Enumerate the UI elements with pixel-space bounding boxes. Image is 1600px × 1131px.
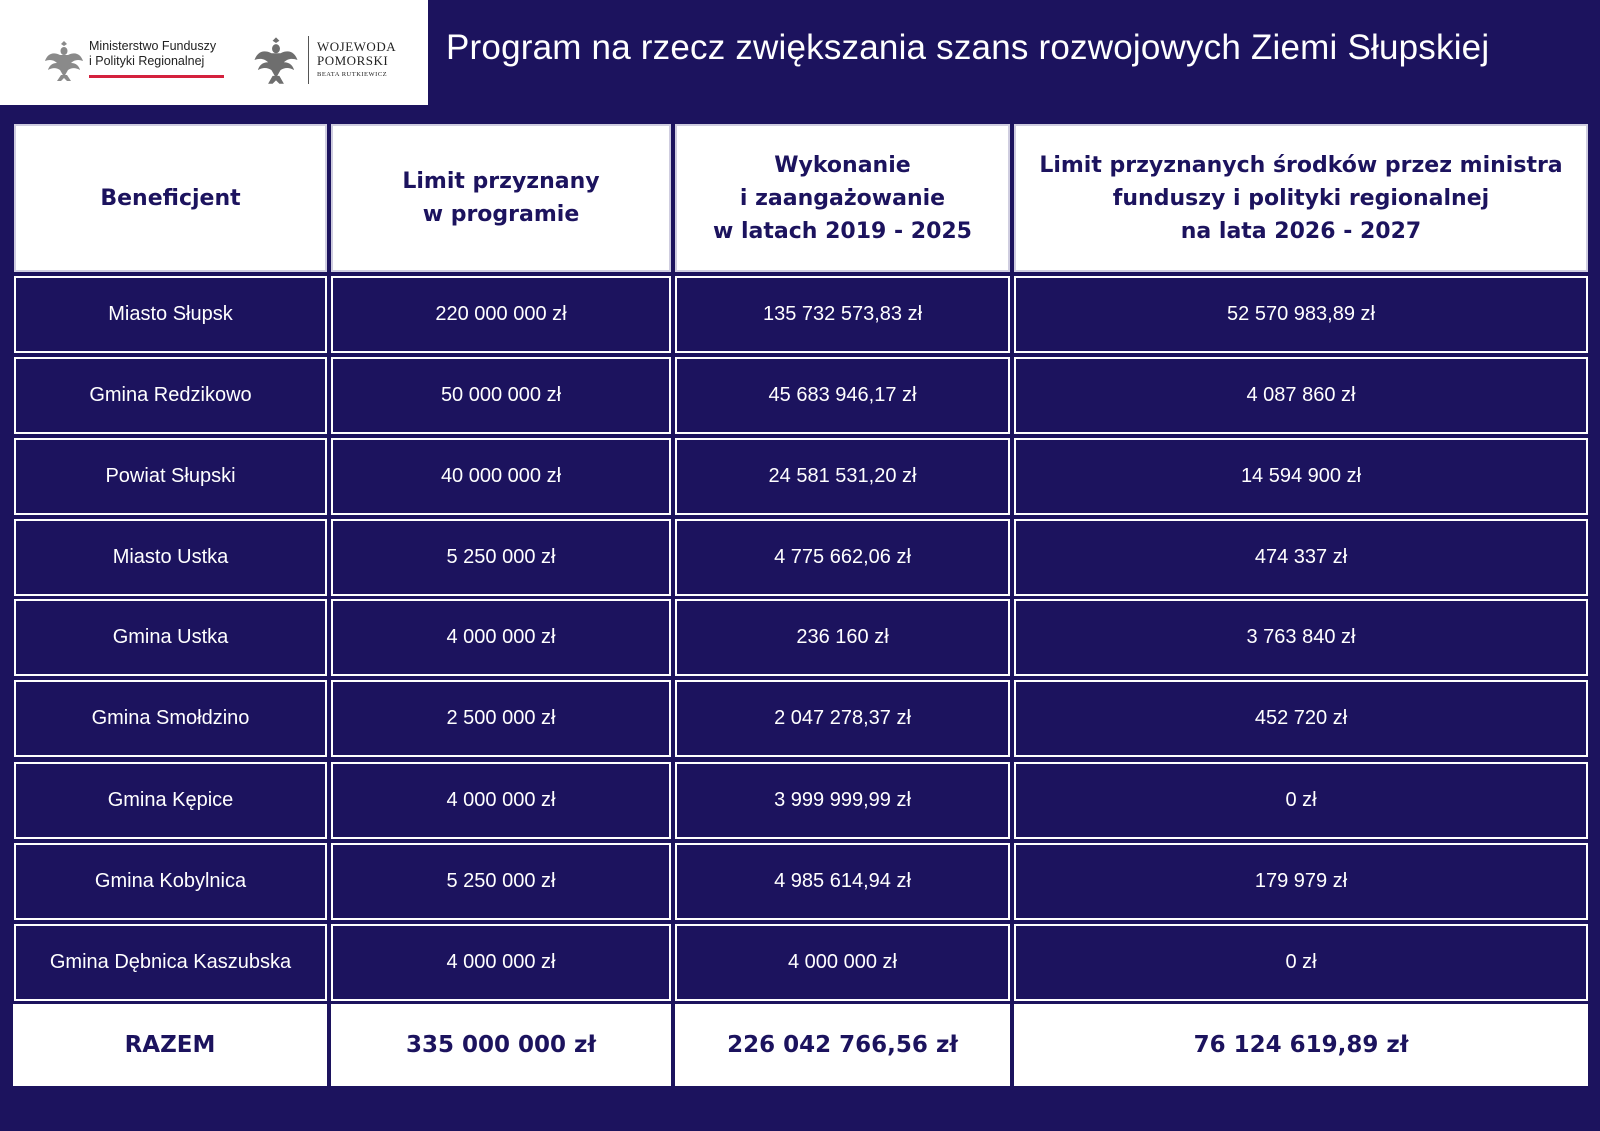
table-cell-limit (331, 924, 671, 1001)
column-header-execution-text: Wykonanie i zaangażowanie w latach 2019 - 2025 (712, 152, 972, 244)
table-cell-execution-text: 2 047 278,37 zł (774, 707, 911, 729)
table-cell-beneficiary-text: Gmina Ustka (112, 626, 229, 648)
table-cell-beneficiary (14, 843, 327, 920)
table-cell-limit-text: 5 250 000 zł (446, 870, 556, 892)
table-cell-limit-2026 (1014, 599, 1588, 676)
table-cell-execution-text: 236 160 zł (796, 626, 889, 648)
table-cell-limit-2026 (1014, 680, 1588, 757)
table-cell-limit (331, 680, 671, 757)
table-cell-limit (331, 438, 671, 515)
table-cell-execution-text: 135 732 573,83 zł (762, 303, 923, 325)
table-cell-beneficiary (14, 599, 327, 676)
eagle-emblem-icon (253, 34, 299, 86)
table-cell-limit (331, 276, 671, 353)
total-cell-limit-2026-text: 76 124 619,89 zł (1193, 1032, 1409, 1058)
wojewoda-divider (308, 36, 309, 84)
table-cell-execution (675, 680, 1010, 757)
table-cell-execution-text: 4 000 000 zł (788, 951, 897, 973)
table-cell-limit-text: 4 000 000 zł (446, 789, 556, 811)
table-cell-beneficiary-text: Miasto Ustka (112, 546, 229, 568)
table-cell-beneficiary (14, 357, 327, 434)
table-cell-limit-2026-text: 452 720 zł (1254, 707, 1348, 729)
column-header-limit-2026-text: Limit przyznanych środków przez ministra funduszy i polityki regionalnej na lata 2026 - 2027 (1039, 152, 1563, 244)
table-cell-beneficiary-text: Gmina Dębnica Kaszubska (49, 951, 292, 973)
table-cell-execution (675, 843, 1010, 920)
table-cell-limit-text: 50 000 000 zł (440, 384, 562, 406)
table-cell-beneficiary (14, 680, 327, 757)
table-cell-limit-2026 (1014, 924, 1588, 1001)
table-cell-limit-2026 (1014, 438, 1588, 515)
table-cell-limit (331, 357, 671, 434)
total-cell-beneficiary (13, 1004, 327, 1086)
table-cell-limit-2026-text: 52 570 983,89 zł (1227, 303, 1375, 325)
table-cell-beneficiary-text: Gmina Smołdzino (91, 707, 250, 729)
table-cell-limit-2026 (1014, 357, 1588, 434)
table-cell-beneficiary (14, 519, 327, 596)
column-header-limit (331, 124, 671, 272)
table-cell-limit (331, 599, 671, 676)
table-cell-limit-2026-text: 0 zł (1285, 789, 1317, 811)
table-cell-execution (675, 924, 1010, 1001)
table-cell-beneficiary-text: Gmina Redzikowo (89, 384, 252, 406)
table-cell-limit-text: 2 500 000 zł (446, 707, 556, 729)
ministry-logo-text: Ministerstwo Funduszy i Polityki Regionalnej (89, 39, 217, 68)
table-cell-limit-2026 (1014, 276, 1588, 353)
column-header-beneficiary (14, 124, 327, 272)
table-cell-beneficiary-text: Gmina Kobylnica (94, 870, 247, 892)
table-cell-limit-2026-text: 3 763 840 zł (1246, 626, 1356, 648)
page-title: Program na rzecz zwiększania szans rozwojowych Ziemi Słupskiej (446, 28, 1490, 67)
table-cell-limit-text: 5 250 000 zł (446, 546, 556, 568)
column-header-limit-2026 (1014, 124, 1588, 272)
table-cell-limit-text: 4 000 000 zł (446, 951, 556, 973)
table-cell-beneficiary-text: Gmina Kępice (107, 789, 234, 811)
column-header-limit-text: Limit przyznany w programie (402, 169, 600, 227)
table-cell-beneficiary (14, 924, 327, 1001)
total-cell-execution-text: 226 042 766,56 zł (727, 1032, 958, 1058)
table-cell-execution-text: 3 999 999,99 zł (774, 789, 911, 811)
table-cell-execution-text: 24 581 531,20 zł (768, 465, 917, 487)
table-cell-limit-2026 (1014, 762, 1588, 839)
table-cell-limit-text: 4 000 000 zł (446, 626, 556, 648)
table-cell-limit (331, 843, 671, 920)
table-cell-beneficiary (14, 438, 327, 515)
table-cell-limit-2026-text: 14 594 900 zł (1240, 465, 1362, 487)
total-cell-limit-2026 (1014, 1004, 1588, 1086)
table-cell-execution-text: 4 985 614,94 zł (774, 870, 911, 892)
table-cell-limit-2026-text: 474 337 zł (1254, 546, 1348, 568)
logo-panel (0, 0, 428, 105)
wojewoda-logo-text: WOJEWODA POMORSKI BEATA RUTKIEWICZ (317, 39, 397, 78)
table-cell-limit (331, 762, 671, 839)
total-cell-limit (331, 1004, 671, 1086)
total-cell-limit-text: 335 000 000 zł (406, 1032, 596, 1058)
table-cell-beneficiary (14, 276, 327, 353)
table-cell-limit-text: 220 000 000 zł (435, 303, 567, 325)
total-cell-execution (675, 1004, 1010, 1086)
table-cell-limit (331, 519, 671, 596)
table-cell-limit-2026 (1014, 843, 1588, 920)
table-cell-execution (675, 357, 1010, 434)
table-cell-execution (675, 762, 1010, 839)
table-cell-execution (675, 438, 1010, 515)
table-cell-execution-text: 4 775 662,06 zł (774, 546, 911, 568)
column-header-execution (675, 124, 1010, 272)
eagle-emblem-icon (44, 37, 84, 83)
table-cell-execution (675, 519, 1010, 596)
table-cell-limit-2026-text: 4 087 860 zł (1246, 384, 1356, 406)
table-cell-limit-2026-text: 179 979 zł (1254, 870, 1348, 892)
table-cell-limit-2026 (1014, 519, 1588, 596)
table-cell-limit-text: 40 000 000 zł (440, 465, 562, 487)
total-cell-beneficiary-text: RAZEM (124, 1032, 216, 1058)
table-cell-beneficiary-text: Miasto Słupsk (108, 303, 233, 325)
table-cell-limit-2026-text: 0 zł (1285, 951, 1317, 973)
column-header-beneficiary-text: Beneficjent (100, 185, 241, 211)
table-cell-execution (675, 276, 1010, 353)
table-cell-execution (675, 599, 1010, 676)
table-cell-beneficiary (14, 762, 327, 839)
table-cell-execution-text: 45 683 946,17 zł (768, 384, 917, 406)
table-cell-beneficiary-text: Powiat Słupski (105, 465, 236, 487)
ministry-logo-underline (89, 75, 224, 78)
